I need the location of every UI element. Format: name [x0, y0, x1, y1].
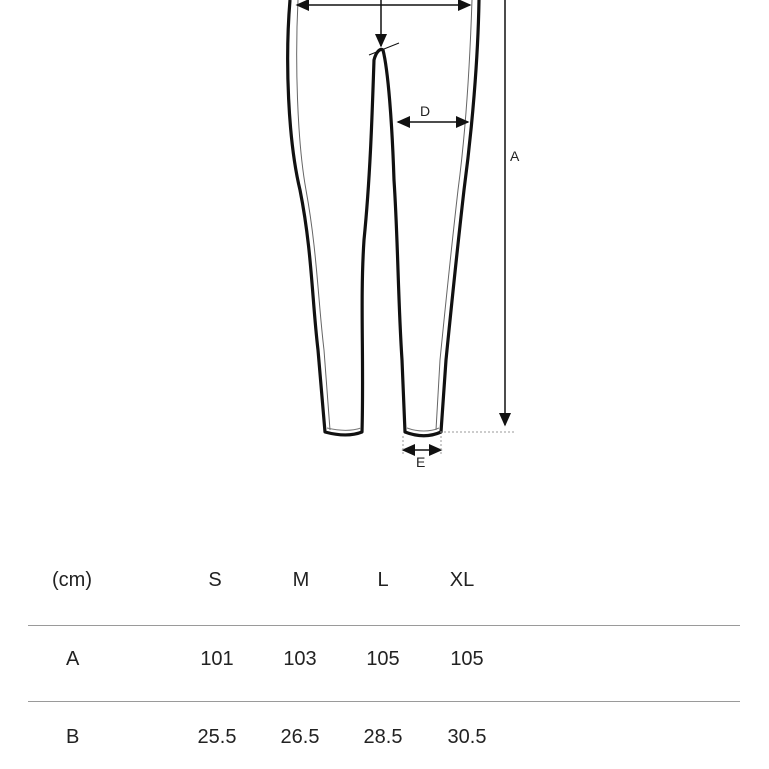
size-header-xl: XL — [449, 569, 475, 591]
table-cell: 28.5 — [363, 726, 403, 748]
table-cell: 26.5 — [280, 726, 320, 748]
table-cell: 105 — [450, 648, 484, 670]
table-divider — [28, 701, 740, 702]
table-row — [0, 648, 769, 688]
table-header-row — [0, 569, 769, 609]
table-cell: 30.5 — [447, 726, 487, 748]
leggings-outline — [288, 0, 479, 436]
right-side-seam — [436, 0, 472, 430]
table-cell: 105 — [366, 648, 400, 670]
row-label: A — [66, 648, 80, 670]
row-label: B — [66, 726, 80, 748]
dimension-label-a: A — [510, 148, 520, 164]
table-cell: 25.5 — [197, 726, 237, 748]
table-row — [0, 726, 769, 766]
size-header-l: L — [377, 569, 389, 591]
unit-header: (cm) — [52, 569, 92, 591]
table-cell: 101 — [200, 648, 234, 670]
table-cell: 103 — [283, 648, 317, 670]
table-divider — [28, 625, 740, 626]
left-hem-seam — [327, 428, 361, 430]
right-hem-seam — [407, 428, 439, 431]
dimension-label-d: D — [420, 103, 431, 119]
size-header-s: S — [208, 569, 222, 591]
size-header-m: M — [292, 569, 310, 591]
dimension-label-e: E — [416, 454, 426, 470]
left-side-seam — [297, 0, 330, 430]
